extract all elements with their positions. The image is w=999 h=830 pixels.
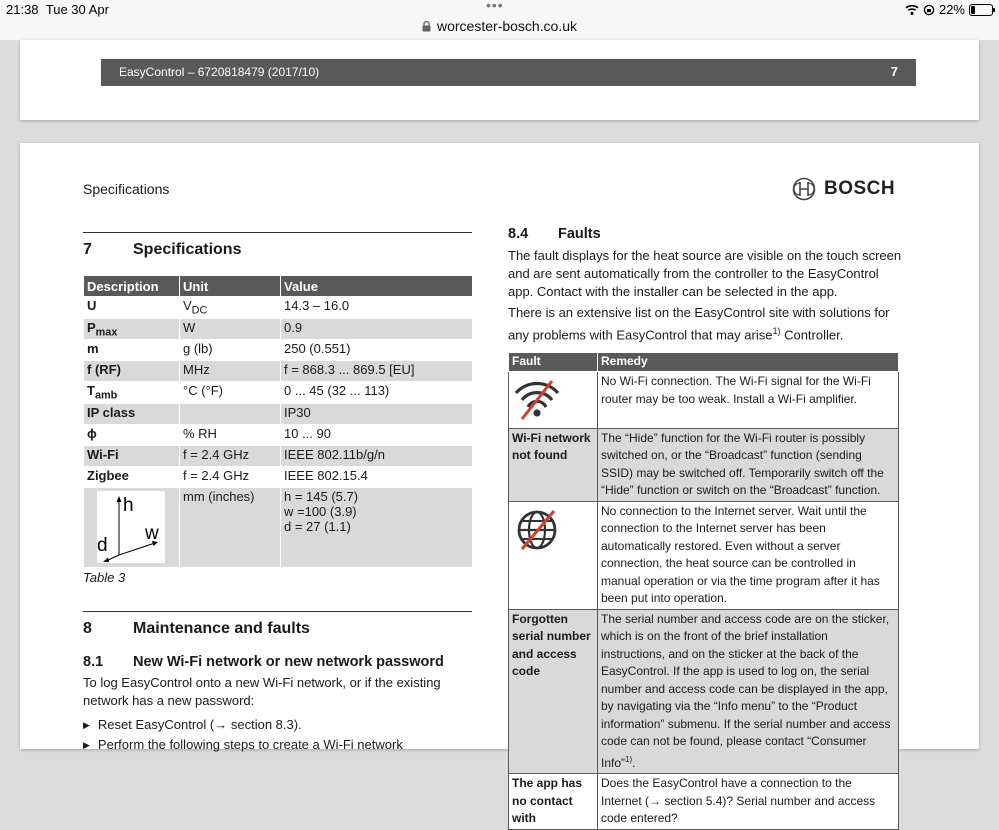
table-cell: mm (inches): [180, 487, 281, 567]
table-cell: ϕ: [84, 424, 180, 445]
table-cell: 0 ... 45 (32 ... 113): [281, 382, 473, 404]
table-row: [84, 403, 473, 424]
table-cell: f (RF): [84, 361, 180, 382]
lock-icon: [422, 19, 431, 35]
section-rule: [83, 611, 472, 612]
diagram-label-w: w: [145, 522, 159, 544]
table-cell: $P_{max}$: [84, 318, 180, 340]
table-cell: % RH: [180, 424, 281, 445]
battery-percent: 22%: [938, 2, 965, 17]
table-row: [509, 501, 899, 609]
table-cell: f = 2.4 GHz: [180, 466, 281, 487]
footer-band: [101, 59, 916, 86]
diagram-label-h: h: [123, 494, 134, 516]
battery-icon: [969, 4, 993, 16]
globe-off-icon: [512, 505, 562, 555]
table-header-row: [84, 276, 473, 297]
table-cell: The “Hide” function for the Wi-Fi router is possibly switched on, or the “Broadcast” function (sending SSID) may be switched off. Temporarily switch off the “Hide” function or switch on the “Broadcast” function.: [598, 428, 899, 501]
table-row: [509, 609, 899, 774]
section-8-heading: 8 Maintenance and faults: [83, 620, 310, 637]
dimensions-row: [84, 487, 473, 567]
list-item: ▶ Perform the following steps to create a Wi-Fi network: [83, 735, 403, 755]
table-cell: IP class: [84, 403, 180, 424]
table-cell: Zigbee: [84, 466, 180, 487]
table-row: [509, 428, 899, 501]
section-7-heading: 7 Specifications: [83, 241, 242, 258]
table-header: Value: [281, 276, 473, 297]
table-cell: f = 2.4 GHz: [180, 445, 281, 466]
dimension-value: d = 27 (1.1): [284, 518, 351, 534]
table-cell: m: [84, 340, 180, 361]
running-head: Specifications: [83, 181, 170, 197]
status-bar: [0, 0, 999, 40]
table-row: [84, 382, 473, 404]
table-cell: [281, 487, 473, 567]
section-8-4-para-2: There is an extensive list on the EasyControl site with solutions for any problems with EasyControl that may arise$^{1)}$ Controller.: [508, 305, 890, 343]
table-cell: The app has no contact with: [509, 774, 598, 830]
table-cell: W: [180, 318, 281, 340]
table-cell: [509, 372, 598, 429]
multitasking-dots[interactable]: •••: [486, 0, 504, 13]
table-cell: [509, 501, 598, 609]
table-cell: Wi-Fi: [84, 445, 180, 466]
table-cell: IEEE 802.15.4: [281, 466, 473, 487]
section-rule: [83, 232, 472, 233]
dimensions-diagram: [97, 491, 165, 563]
dimension-value: w =100 (3.9): [284, 503, 357, 519]
table-row: [509, 372, 899, 429]
specifications-table: [83, 275, 473, 568]
rotation-lock-icon: [923, 4, 935, 16]
table-row: [84, 318, 473, 340]
faults-table: [508, 352, 899, 830]
table-cell: IEEE 802.11b/g/n: [281, 445, 473, 466]
wifi-status-icon: [905, 4, 919, 15]
table-row: [84, 297, 473, 319]
section-8-1-heading: 8.1 New Wi-Fi network or new network password: [83, 654, 444, 670]
table-row: [84, 361, 473, 382]
footer-title: EasyControl – 6720818479 (2017/10): [119, 65, 320, 79]
table-header: Remedy: [598, 353, 899, 372]
table-cell: 14.3 – 16.0: [281, 297, 473, 319]
table-cell: Does the EasyControl have a connection to the Internet (→ section 5.4)? Serial number and access code entered?: [598, 774, 899, 830]
bosch-logo: [792, 177, 895, 201]
table-cell: [84, 487, 180, 567]
status-time: 21:38 Tue 30 Apr: [6, 2, 109, 17]
status-indicators: [905, 2, 993, 17]
document-page: [20, 143, 979, 825]
table-cell: 10 ... 90: [281, 424, 473, 445]
table-cell: f = 868.3 ... 869.5 [EU]: [281, 361, 473, 382]
table-cell: MHz: [180, 361, 281, 382]
table-row: [84, 340, 473, 361]
table-cell: Wi-Fi network not found: [509, 428, 598, 501]
table-cell: 250 (0.551): [281, 340, 473, 361]
previous-page: [20, 40, 979, 120]
wifi-off-icon: [512, 375, 562, 421]
table-row: [84, 445, 473, 466]
table-cell: Forgotten serial number and access code: [509, 609, 598, 774]
dimension-value: h = 145 (5.7): [284, 488, 359, 504]
table-row: [84, 424, 473, 445]
table-cell: 0.9: [281, 318, 473, 340]
diagram-label-d: d: [97, 534, 108, 556]
table-header: Description: [84, 276, 180, 297]
page-number: 7: [890, 64, 898, 79]
address-bar[interactable]: [0, 18, 999, 35]
table-caption: Table 3: [83, 570, 126, 585]
brand-name: BOSCH: [824, 178, 896, 199]
table-cell: U: [84, 297, 180, 319]
section-8-1-text: To log EasyControl onto a new Wi-Fi network, or if the existing network has a new password:: [83, 675, 441, 708]
table-header: Fault: [509, 353, 598, 372]
list-item: ▶ Reset EasyControl (→ section 8.3).: [83, 715, 403, 735]
table-cell: No Wi-Fi connection. The Wi-Fi signal for the Wi-Fi router may be too weak. Install a Wi-Fi amplifier.: [598, 372, 899, 429]
section-8-4-heading: 8.4 Faults: [508, 226, 601, 242]
bosch-armature-icon: [792, 177, 816, 201]
table-cell: g (lb): [180, 340, 281, 361]
table-cell: $V_{DC}$: [180, 297, 281, 319]
table-cell: °C (°F): [180, 382, 281, 404]
table-cell: $T_{amb}$: [84, 382, 180, 404]
table-row: [509, 774, 899, 830]
table-header: Unit: [180, 276, 281, 297]
table-cell: The serial number and access code are on the sticker, which is on the front of the brief installation instructions, and on the sticker at the back of the EasyControl. If the app is used to log on, the serial number and access code can be displayed in the app, by navigating via the “Info menu” to the “Product information” submenu. If the serial number and access code can not be found, please contact “Consumer Info”$^{1)}$.: [598, 609, 899, 774]
bullet-list: [83, 715, 403, 755]
table-cell: [180, 403, 281, 424]
url-text: worcester-bosch.co.uk: [436, 18, 578, 34]
table-header-row: [509, 353, 899, 372]
table-cell: No connection to the Internet server. Wait until the connection to the Internet server has been automatically restored. Even without a server connection, the heat source can be controlled in manual operation or via the time program after it has been put into operation.: [598, 501, 899, 609]
section-8-4-para-1: The fault displays for the heat source are visible on the touch screen and are sent automatically from the controller to the EasyControl app. Contact with the installer can be selected in the app.: [508, 248, 902, 299]
table-cell: IP30: [281, 403, 473, 424]
table-row: [84, 466, 473, 487]
